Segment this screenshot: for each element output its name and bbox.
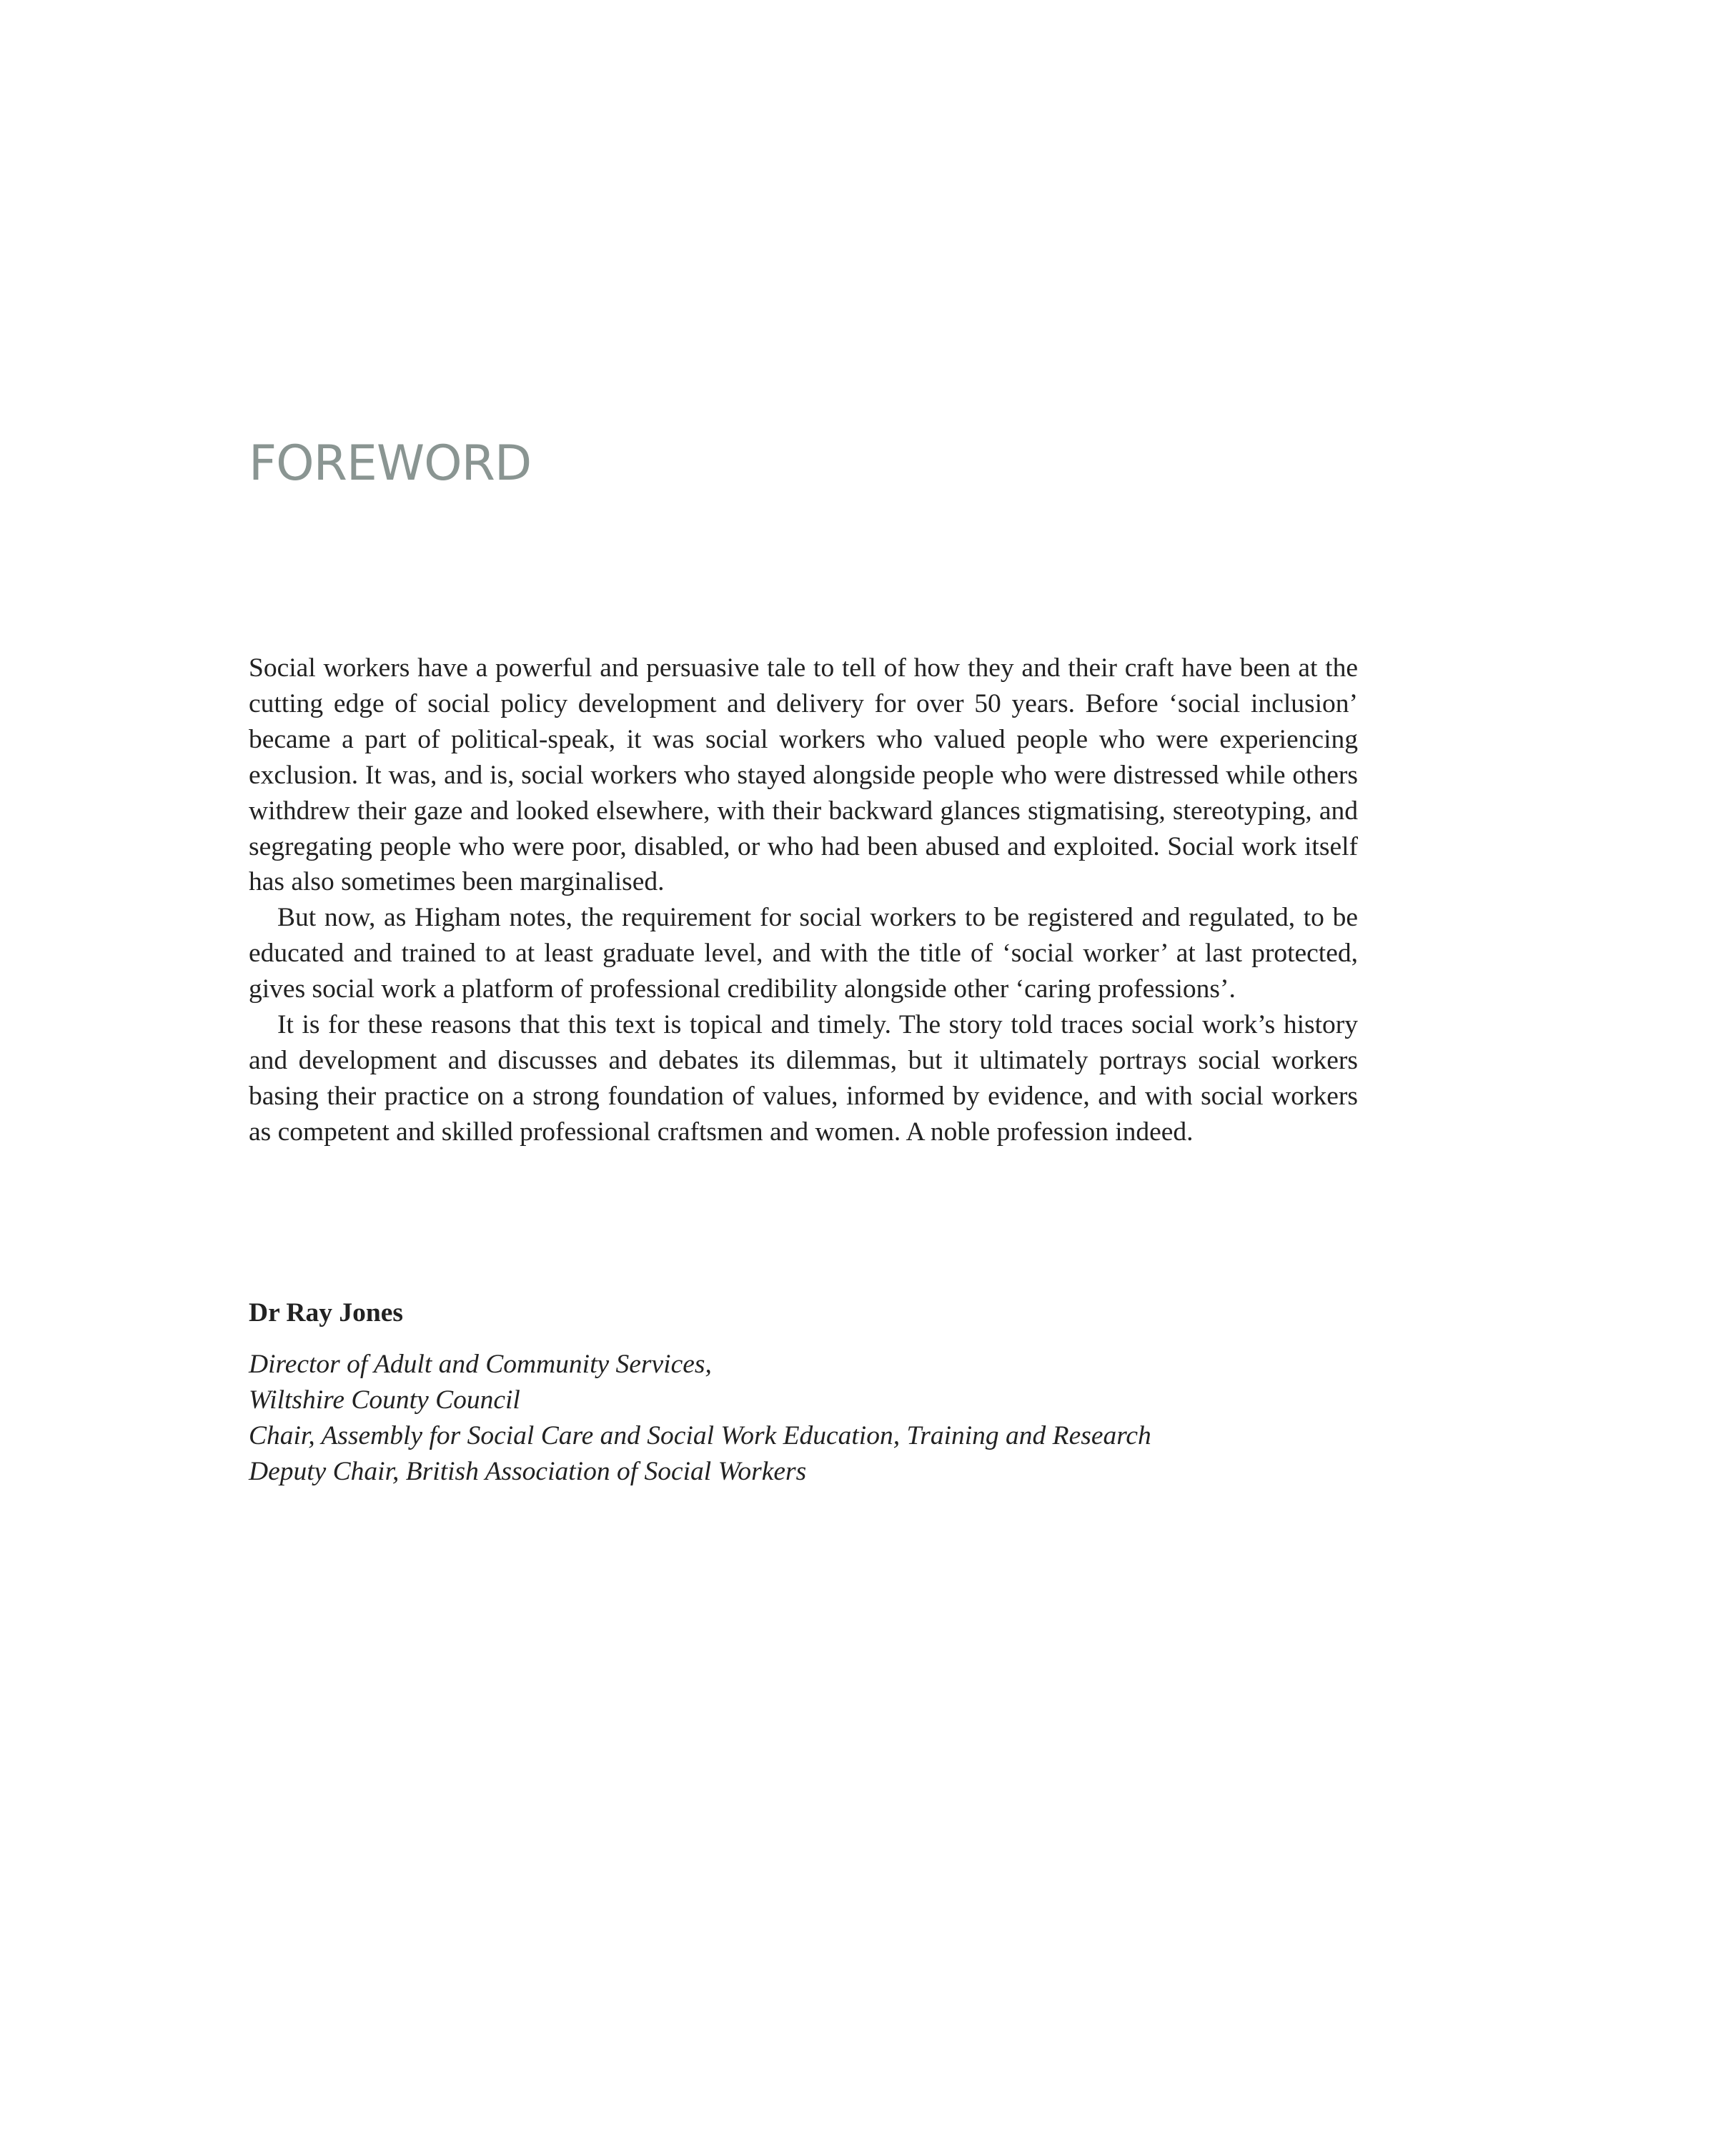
- foreword-body: [249, 651, 1358, 1150]
- role-line-2: Wiltshire County Council: [249, 1385, 520, 1415]
- role-line-1: Director of Adult and Community Services,: [249, 1350, 712, 1379]
- paragraph-1: Social workers have a powerful and persuasive tale to tell of how they and their craft have been at the cutting edge of social policy development and delivery for over 50 years. Before ‘social inclusion’ became a part of political-speak, it was social workers who valued people who were experiencing exclusion. It was, and is, social workers who stayed alongside people who were distressed while others withdrew their gaze and looked elsewhere, with their backward glances stigmatising, stereotyping, and segregating people who were poor, disabled, or who had been abused and exploited. Social work itself has also sometimes been marginalised.: [249, 653, 1358, 897]
- role-line-4: Deputy Chair, British Association of Social Workers: [249, 1456, 807, 1486]
- paragraph-2: But now, as Higham notes, the requirement for social workers to be registered and regulated, to be educated and trained to at least graduate level, and with the title of ‘social worker’ at last protected, gives social work a platform of professional credibility alongside other ‘caring professions’.: [249, 903, 1358, 1004]
- paragraph-3: It is for these reasons that this text is topical and timely. The story told traces social work’s history and development and discusses and debates its dilemmas, but it ultimately portrays social workers basing their practice on a strong foundation of values, informed by evidence, and with social workers as competent and skilled professional craftsmen and women. A noble profession indeed.: [249, 1010, 1358, 1147]
- author-name: Dr Ray Jones: [249, 1298, 403, 1327]
- role-line-3: Chair, Assembly for Social Care and Social Work Education, Training and Research: [249, 1420, 1151, 1450]
- author-roles: [249, 1347, 1535, 1490]
- page-title: FOREWORD: [249, 435, 532, 492]
